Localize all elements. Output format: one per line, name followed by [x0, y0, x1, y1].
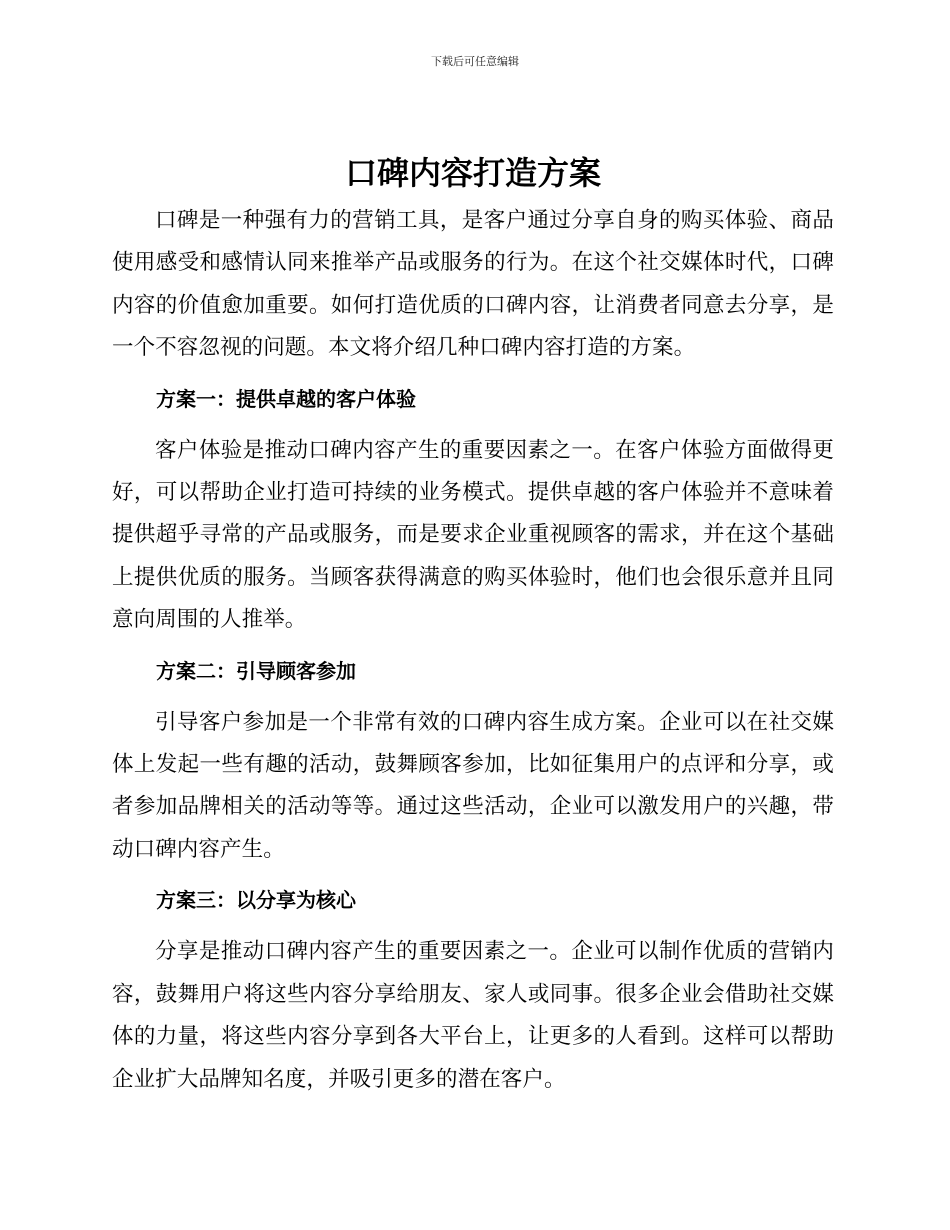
page-header: 下载后可任意编辑 [431, 55, 519, 68]
section-heading-2: 方案二：引导顾客参加 [156, 658, 356, 683]
intro-paragraph: 口碑是一种强有力的营销工具，是客户通过分享自身的购买体验、商品使用感受和感情认同来推举产品或服务的行为。在这个社交媒体时代，口碑内容的价值愈加重要。如何打造优质的口碑内容，让消费者同意去分享，是一个不容忽视的问题。本文将介绍几种口碑内容打造的方案。 [112, 208, 834, 361]
section-heading-3: 方案三：以分享为核心 [156, 888, 356, 913]
section-body-3: 分享是推动口碑内容产生的重要因素之一。企业可以制作优质的营销内容，鼓舞用户将这些内容分享给朋友、家人或同事。很多企业会借助社交媒体的力量，将这些内容分享到各大平台上，让更多的人看到。这样可以帮助企业扩大品牌知名度，并吸引更多的潜在客户。 [112, 939, 834, 1092]
section-heading-1: 方案一：提供卓越的客户体验 [156, 386, 416, 411]
document-title: 口碑内容打造方案 [344, 154, 601, 192]
document-body [112, 148, 834, 1101]
section-body-1: 客户体验是推动口碑内容产生的重要因素之一。在客户体验方面做得更好，可以帮助企业打造可持续的业务模式。提供卓越的客户体验并不意味着提供超乎寻常的产品或服务，而是要求企业重视顾客的需求，并在这个基础上提供优质的服务。当顾客获得满意的购买体验时，他们也会很乐意并且同意向周围的人推举。 [112, 437, 834, 633]
section-body-2: 引导客户参加是一个非常有效的口碑内容生成方案。企业可以在社交媒体上发起一些有趣的活动，鼓舞顾客参加，比如征集用户的点评和分享，或者参加品牌相关的活动等等。通过这些活动，企业可以激发用户的兴趣，带动口碑内容产生。 [112, 709, 834, 862]
